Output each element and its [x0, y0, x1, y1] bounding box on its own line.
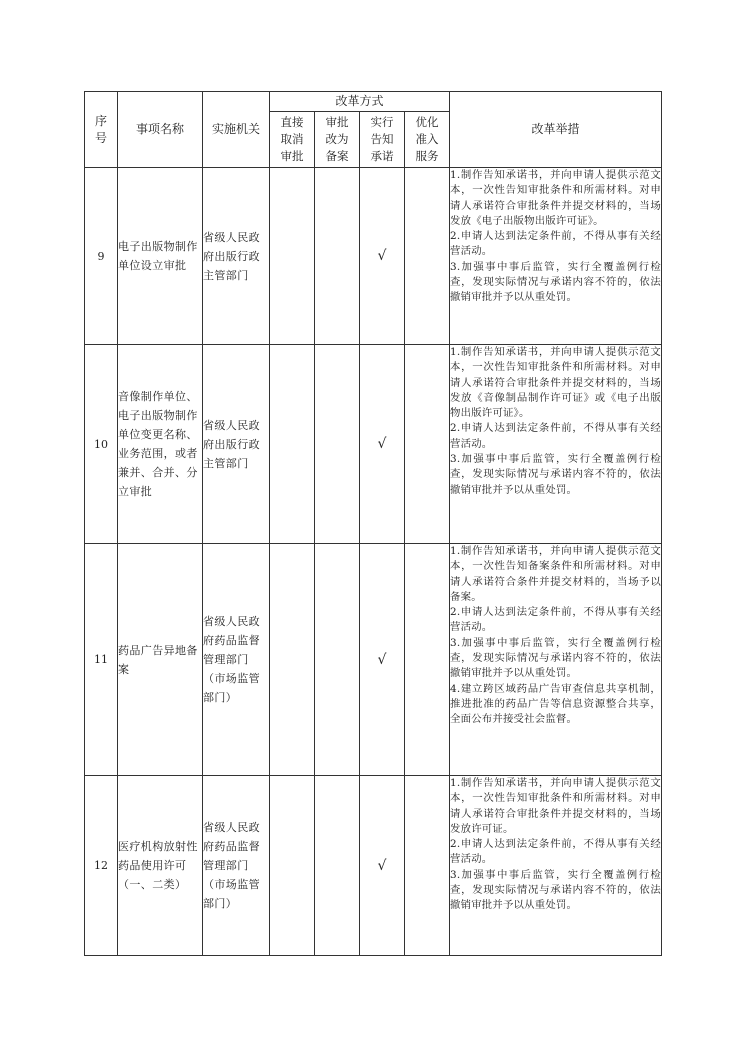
measure-item: 2.申请人达到法定条件前，不得从事有关经营活动。 [450, 838, 662, 866]
row-seq: 12 [85, 776, 118, 956]
header-agency: 实施机关 [203, 92, 270, 168]
row-approval-to-filing [315, 345, 360, 544]
row-seq: 10 [85, 345, 118, 544]
measure-item: 3.加强事中事后监管，实行全覆盖例行检查，发现实际情况与承诺内容不符的，依法撤销审批并予以从重处罚。 [450, 868, 662, 912]
header-seq: 序号 [85, 92, 118, 168]
row-seq: 9 [85, 168, 118, 345]
row-agency: 省级人民政府药品监督管理部门（市场监管部门） [203, 544, 270, 776]
header-item-name: 事项名称 [118, 92, 203, 168]
row-optimize-access [405, 345, 450, 544]
measure-item: 3.加强事中事后监管，实行全覆盖例行检查，发现实际情况与承诺内容不符的，依法撤销审批并予以从重处罚。 [450, 453, 662, 496]
measure-item: 1.制作告知承诺书，并向申请人提供示范文本，一次性告知审批条件和所需材料。对申请人承诺符合审批条件并提交材料的，当场发放《电子出版物出版许可证》。 [450, 169, 662, 227]
reform-table [84, 91, 662, 956]
table-row [85, 776, 662, 956]
row-seq: 11 [85, 544, 118, 776]
measure-item: 1.制作告知承诺书，并向申请人提供示范文本，一次性告知备案条件和所需材料。对申请人承诺符合条件并提交材料的，当场予以备案。 [450, 545, 662, 603]
row-notify-commit-check: √ [360, 544, 405, 776]
table-row [85, 168, 662, 345]
header-notify-commit: 实行告知承诺 [360, 112, 405, 168]
row-item-name: 医疗机构放射性药品使用许可（一、二类） [118, 776, 203, 956]
measure-item: 1.制作告知承诺书，并向申请人提供示范文本，一次性告知审批条件和所需材料。对申请人承诺符合审批条件并提交材料的，当场发放《音像制品制作许可证》或《电子出版物出版许可证》。 [450, 346, 662, 420]
row-notify-commit-check: √ [360, 776, 405, 956]
measure-item: 2.申请人达到法定条件前，不得从事有关经营活动。 [450, 422, 662, 450]
row-agency: 省级人民政府出版行政主管部门 [203, 168, 270, 345]
row-agency: 省级人民政府出版行政主管部门 [203, 345, 270, 544]
measure-item: 4.建立跨区域药品广告审查信息共享机制，推进批准的药品广告等信息资源整合共享，全面公布并接受社会监督。 [450, 682, 662, 726]
row-direct-cancel [270, 168, 315, 345]
row-measures [450, 776, 662, 956]
row-approval-to-filing [315, 776, 360, 956]
measure-item: 3.加强事中事后监管，实行全覆盖例行检查，发现实际情况与承诺内容不符的，依法撤销审批并予以从重处罚。 [450, 260, 662, 304]
row-notify-commit-check: √ [360, 345, 405, 544]
row-optimize-access [405, 168, 450, 345]
measure-item: 2.申请人达到法定条件前，不得从事有关经营活动。 [450, 606, 662, 634]
row-item-name: 电子出版物制作单位设立审批 [118, 168, 203, 345]
table-row [85, 544, 662, 776]
row-approval-to-filing [315, 544, 360, 776]
measure-item: 3.加强事中事后监管，实行全覆盖例行检查，发现实际情况与承诺内容不符的，依法撤销审批并予以从重处罚。 [450, 636, 662, 680]
row-approval-to-filing [315, 168, 360, 345]
measure-item: 2.申请人达到法定条件前，不得从事有关经营活动。 [450, 230, 662, 258]
row-optimize-access [405, 544, 450, 776]
row-direct-cancel [270, 776, 315, 956]
row-measures [450, 345, 662, 544]
row-notify-commit-check: √ [360, 168, 405, 345]
header-measures: 改革举措 [450, 92, 662, 168]
table-row [85, 345, 662, 544]
header-optimize-access: 优化准入服务 [405, 112, 450, 168]
row-agency: 省级人民政府药品监督管理部门（市场监管部门） [203, 776, 270, 956]
row-direct-cancel [270, 544, 315, 776]
row-direct-cancel [270, 345, 315, 544]
row-item-name: 药品广告异地备案 [118, 544, 203, 776]
row-measures [450, 544, 662, 776]
header-reform-mode: 改革方式 [270, 92, 450, 112]
measure-item: 1.制作告知承诺书，并向申请人提供示范文本，一次性告知审批条件和所需材料。对申请人承诺符合审批条件并提交材料的，当场发放许可证。 [450, 777, 662, 835]
row-item-name: 音像制作单位、电子出版物制作单位变更名称、业务范围，或者兼并、合并、分立审批 [118, 345, 203, 544]
row-optimize-access [405, 776, 450, 956]
header-direct-cancel: 直接取消审批 [270, 112, 315, 168]
header-approval-to-filing: 审批改为备案 [315, 112, 360, 168]
row-measures [450, 168, 662, 345]
